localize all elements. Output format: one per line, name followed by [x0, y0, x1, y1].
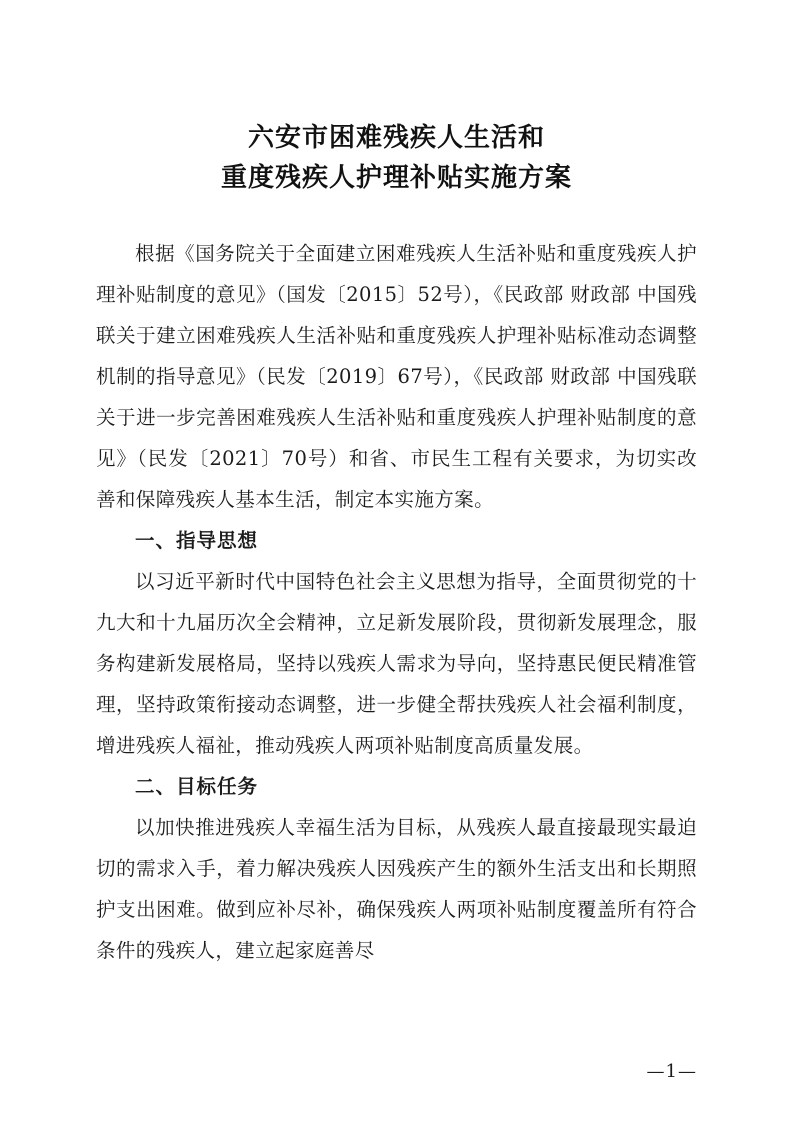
page-title-line-2: 重度残疾人护理补贴实施方案 — [220, 163, 572, 194]
section-heading-1: 一、指导思想 — [135, 528, 259, 552]
paragraph-guiding-ideology: 以习近平新时代中国特色社会主义思想为指导，全面贯彻党的十九大和十九届历次全会精神，立足新发展阶段，贯彻新发展理念，服务构建新发展格局，坚持以残疾人需求为导向，坚持惠民便民精准管理，坚持政策衔接动态调整，进一步健全帮扶残疾人社会福利制度，增进残疾人福祉，推动残疾人两项补贴制度高质量发展。 — [96, 569, 697, 757]
document-body — [96, 233, 697, 971]
paragraph-intro: 根据《国务院关于全面建立困难残疾人生活补贴和重度残疾人护理补贴制度的意见》（国发〔2015〕52号），《民政部 财政部 中国残联关于建立困难残疾人生活补贴和重度残疾人护理补贴标准动态调整机制的指导意见》（民发〔2019〕67号），《民政部 财政部 中国残联关于进一步完善困难残疾人生活补贴和重度残疾人护理补贴制度的意见》（民发〔2021〕70号）和省、市民生工程有关要求，为切实改善和保障残疾人基本生活，制定本实施方案。 — [96, 241, 697, 511]
page-number: —1— — [646, 1061, 697, 1082]
paragraph-objectives: 以加快推进残疾人幸福生活为目标，从残疾人最直接最现实最迫切的需求入手，着力解决残疾人因残疾产生的额外生活支出和长期照护支出困难。做到应补尽补，确保残疾人两项补贴制度覆盖所有符合条件的残疾人，建立起家庭善尽 — [96, 815, 697, 962]
page-title — [96, 118, 697, 199]
page-title-line-1: 六安市困难残疾人生活和 — [247, 123, 545, 153]
section-heading-2: 二、目标任务 — [135, 774, 259, 798]
